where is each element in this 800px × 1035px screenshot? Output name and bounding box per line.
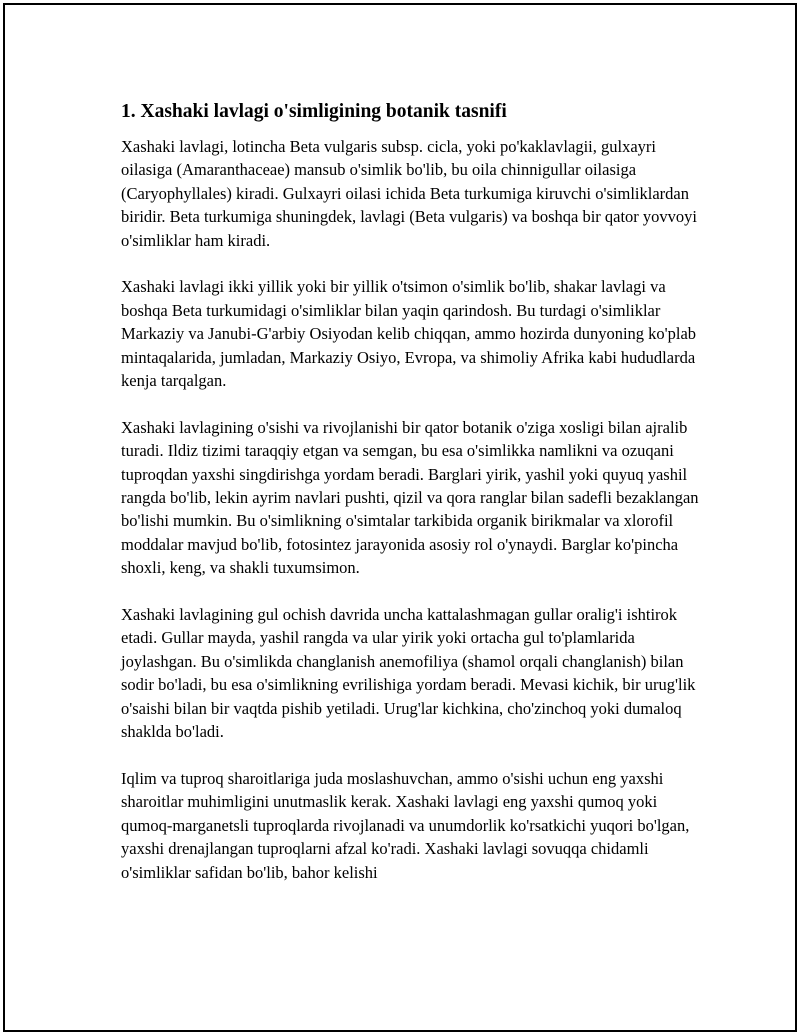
- paragraph-1: Xashaki lavlagi, lotincha Beta vulgaris subsp. cicla, yoki po'kaklavlagii, gulxayri oilasiga (Amaranthaceae) mansub o'simlik bo'lib, bu oila chinnigullar oilasiga (Caryophyllales) kiradi. Gulxayri oilasi ichida Beta turkumiga kiruvchi o'simliklardan biridir. Beta turkumiga shuningdek, lavlagi (Beta vulgaris) va boshqa bir qator yovvoyi o'simliklar ham kiradi.: [121, 137, 698, 250]
- paragraph-3: Xashaki lavlagining o'sishi va rivojlanishi bir qator botanik o'ziga xosligi bilan ajralib turadi. Ildiz tizimi taraqqiy etgan va semgan, bu esa o'simlikka namlikni va ozuqani tuproqdan yaxshi singdirishga yordam beradi. Barglari yirik, yashil yoki quyuq yashil rangda bo'lib, lekin ayrim navlari pushti, qizil va qora ranglar bilan sadefli bezaklangan bo'lishi mumkin. Bu o'simlikning o'simtalar tarkibida organik birikmalar va xlorofil moddalar mavjud bo'lib, fotosintez jarayonida asosiy rol o'ynaydi. Barglar ko'pincha shoxli, keng, va shakli tuxumsimon.: [121, 417, 699, 578]
- paragraph-2: Xashaki lavlagi ikki yillik yoki bir yillik o'tsimon o'simlik bo'lib, shakar lavlagi va boshqa Beta turkumidagi o'simliklar bilan yaqin qarindosh. Bu turdagi o'simliklar Markaziy va Janubi-G'arbiy Osiyodan kelib chiqqan, ammo hozirda dunyoning ko'plab mintaqalarida, jumladan, Markaziy Osiyo, Evropa, va shimoliy Afrika kabi hududlarda kenja tarqalgan.: [121, 277, 697, 391]
- paragraph-4: Xashaki lavlagining gul ochish davrida uncha kattalashmagan gullar oralig'i ishtirok etadi. Gullar mayda, yashil rangda va ular yirik yoki ortacha gul to'plamlarida joylashgan. Bu o'simlikda changlanish anemofiliya (shamol orqali changlanish) bilan sodir bo'ladi, bu esa o'simlikning evrilishiga yordam beradi. Mevasi kichik, bir urug'lik o'saishi bilan bir vaqtda pishib yetiladi. Urug'lar kichkina, cho'zinchoq yoki dumaloq shaklda bo'ladi.: [121, 605, 696, 742]
- document-page: [3, 3, 797, 1032]
- document-content: [121, 99, 701, 884]
- section-heading: 1. Xashaki lavlagi o'simligining botanik tasnifi: [121, 101, 507, 122]
- paragraph-5: Iqlim va tuproq sharoitlariga juda moslashuvchan, ammo o'sishi uchun eng yaxshi sharoitlar muhimligini unutmaslik kerak. Xashaki lavlagi eng yaxshi qumoq yoki qumoq-marganetsli tuproqlarda rivojlanadi va unumdorlik ko'rsatkichi yuqori bo'lgan, yaxshi drenajlangan tuproqlarni afzal ko'radi. Xashaki lavlagi sovuqqa chidamli o'simliklar safidan bo'lib, bahor kelishi: [121, 768, 690, 882]
